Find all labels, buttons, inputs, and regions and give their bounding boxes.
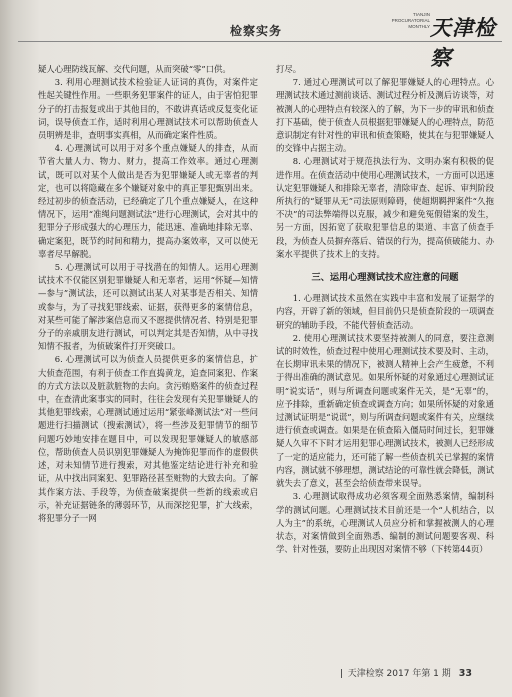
- brand-en-line-1: TIANJIN: [412, 12, 430, 17]
- brand-english-text: [384, 12, 430, 30]
- section-heading: 三、运用心理测试技术应注意的问题: [311, 272, 459, 284]
- section-title: 检察实务: [230, 24, 283, 38]
- paragraph: 2. 使用心理测试技术要坚持被测人的同意，要注意测试的时效性，侦查过程中使用心理测试技术要及时、主动，在长期审讯未果的情况下，被测人精神上会产生疲惫，不利于得出准确的测试意见。如果所怀疑的对象通过心理测试证明“说实话”，则与所调查问题或案件无关，是“无辜”的，应予排除，重新确定侦查或调查方向；如果所怀疑的对象通过测试证明是“说谎”，则与所调查问题或案件有关，应继续进行侦查或调查。如果是在侦查陷入僵局时间过长，犯罪嫌疑人久审不下时才运用犯罪心理测试技术，被测人已经形成了一定的适应能力，还可能了解一些侦查机关已掌握的案情内容，测试就不够理想，测试结论的可靠性就会降低，测试就失去了意义，甚至会给侦查带来误导。: [276, 332, 494, 489]
- paragraph: 7. 通过心理测试可以了解犯罪嫌疑人的心理特点。心理测试技术通过测前谈话、测试过程分析及测后访谈等，对被测人的心理特点有较深入的了解，为下一步的审讯和侦查打下基础，使于侦查人员根据犯罪嫌疑人的心理特点，防范意识制定有针对性的审讯和侦查策略，使其在与犯罪嫌疑人的交锋中占据主动。: [276, 77, 494, 154]
- paragraph: 1. 心理测试技术虽然在实践中丰富和发展了证据学的内容，开辟了新的领域，但目前仍只是侦查阶段的一项调查研究的辅助手段，不能代替侦查活动。: [276, 293, 494, 330]
- paragraph: 8. 心理测试对于规范执法行为、文明办案有积极的促进作用。在侦查活动中使用心理测试技术，一方面可以迅速认定犯罪嫌疑人和排除无辜者，清除审查、起诉、审判阶段所执行的“疑罪从无”司法原则障碍，使超期羁押案件“久拖不决”的司法弊端得以克服，减少和避免冤假错案的发生，另一方面，因拓宽了获取犯罪信息的渠道、丰富了侦查手段，为侦查人员摒弃落后、错误的行为，提高侦破能力、办案水平提供了技术上的支持。: [276, 156, 494, 259]
- paragraph: 6. 心理测试可以为侦查人员提供更多的案情信息，扩大侦查范围，有利于侦查工作直捣黄龙，追查同案犯、作案的方式方法以及脏款脏物的去向。贪污贿赂案件的侦查过程中，在查清此案事实的同时，往往会发现有关犯罪嫌疑人的其他犯罪线索，心理测试通过运用“紧张峰测试法”对一些问题进行扫描测试（搜索测试），将一些涉及犯罪情节的细节问题巧妙地安排在题目中，可以发现犯罪嫌疑人的敏感部位，帮助侦查人员识别犯罪嫌疑人为掩饰犯罪而作的虚假供述，对未知情节进行搜索，对其他鉴定结论进行补充和验证，从中找出同案犯、犯罪路径甚至赃物的大致去向。了解其作案方法、手段等，为侦查破案提供一些新的线索或启示，补充证据链条的薄弱环节，从而深挖犯罪，扩大线索，将犯罪分子一网: [38, 354, 258, 523]
- left-column: [38, 63, 258, 525]
- paragraph: 打尽。: [276, 64, 302, 74]
- brand-en-line-2: PROCURATORIAL: [391, 18, 430, 23]
- footer-divider: [341, 669, 342, 678]
- paragraph: 4. 心理测试可以用于对多个重点嫌疑人的排查，从而节省大量人力、物力、财力，提高工作效率。通过心理测试，既可以对某个人做出是否为犯罪嫌疑人或无辜者的判定，也可以将隐藏在多个嫌疑对象中的真正罪犯甄别出来。经过初步的侦查活动，已经确定了几个重点嫌疑人，在这种情况下，运用“准绳问题测试法”进行心理测试，会对其中的犯罪分子形成强大的心理压力，能迅速、准确地排除无辜、确定案犯，既节约时间和精力，提高办案效率，又可以使无辜者尽早解脱。: [38, 143, 258, 259]
- paragraph: 3. 心理测试取得成功必须客观全面熟悉案情，编制科学的测试问题。心理测试技术目前还是一个“人机结合，以人为主”的系统，心理测试人员应分析和掌握被测人的心理状态，对案情做到全面熟悉、编制的测试问题要客观、科学、针对性强，要防止出现因对案情不够（下转第44页）: [276, 491, 494, 555]
- brand-en-line-3: MONTHLY: [408, 24, 430, 29]
- page-number: 33: [458, 668, 472, 679]
- paragraph: 5. 心理测试可以用于寻找潜在的知情人。运用心理测试技术不仅能区别犯罪嫌疑人和无辜者，运用“怀疑—知情—参与”测试法，还可以测试出某人对某事是否相关、知情或参与，为了寻找犯罪线索、证据，获得更多的案情信息，对某些可能了解涉案信息而又不愿提供情况者、特别是犯罪分子的亲戚朋友进行测试，可以判定其是否知情，从中寻找知情不报者，为侦破案件打开突破口。: [38, 262, 258, 352]
- header-divider: [18, 41, 502, 42]
- paragraph: 疑人心理防线瓦解、交代问题，从而突破“零”口供。: [38, 64, 231, 74]
- page-footer: [341, 666, 472, 679]
- paragraph: 3. 利用心理测试技术检验证人证词的真伪，对案件定性起关键性作用。一些职务犯罪案件的证人，由于害怕犯罪分子的打击报复或出于其他目的，不敢讲真话或反复变化证词，误导侦查工作，适时利用心理测试技术可以帮助侦查人员明辨是非，查明事实真相，从而确定案件性质。: [38, 77, 258, 141]
- journal-issue: 天津检察 2017 年第 1 期: [347, 669, 451, 679]
- brand-logo-text: 天津检察: [430, 15, 496, 70]
- right-column: [276, 63, 494, 556]
